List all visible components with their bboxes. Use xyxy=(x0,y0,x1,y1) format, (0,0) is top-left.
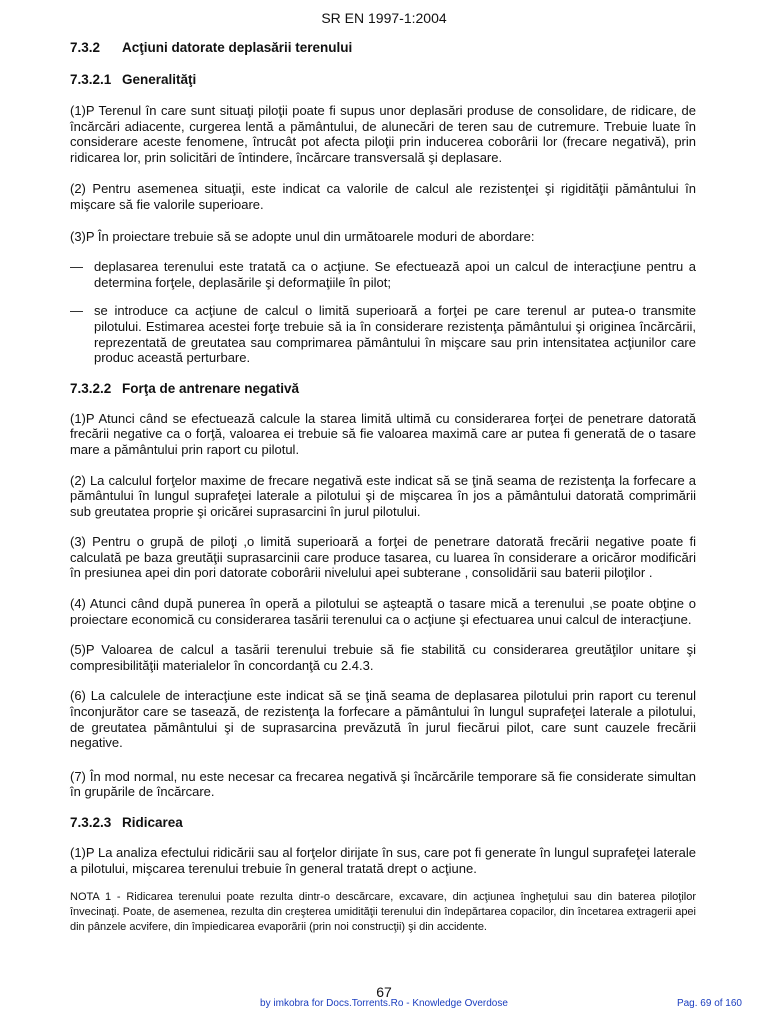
footer-pagination: Pag. 69 of 160 xyxy=(676,998,742,1009)
dash-marker: — xyxy=(70,303,83,319)
page-number: 67 xyxy=(376,984,392,1000)
section-heading-7-3-2-2 xyxy=(70,381,696,396)
section-title: Ridicarea xyxy=(122,815,183,830)
paragraph-antrenare-2: (2) La calculul forţelor maxime de frecare negativă este indicat să se ţină seama de rezistenţa la forfecare a pământului în lungul suprafeţei laterale a pilotului şi de mişcarea în jos a pământului datorată comprimării sub greutatea proprie şi oricărei suprasarcini în jurul pilotului. xyxy=(70,472,696,519)
dash-marker: — xyxy=(70,259,83,275)
running-header: SR EN 1997-1:2004 xyxy=(321,10,447,26)
section-number: 7.3.2.1 xyxy=(70,72,112,87)
paragraph-generalitati-3: (3)P În proiectare trebuie să se adopte unul din următoarele moduri de abordare: xyxy=(70,228,535,244)
footer-credit: by imkobra for Docs.Torrents.Ro - Knowledge Overdose xyxy=(260,998,508,1009)
dash-item-action xyxy=(70,259,696,290)
paragraph-generalitati-1: (1)P Terenul în care sunt situaţi piloţii poate fi supus unor deplasări produse de consolidare, de ridicare, de încărcări adiacente, curgerea lentă a pământului, de alunecări de teren sau de cutremure. Trebuie luate în considerare aceste fenomene, întrucât pot afecta piloţii prin inducerea coborârii lor (frecare negativă), prin ridicarea lor, prin solicitări de întindere, încărcare transversală şi deplasare. xyxy=(70,103,696,165)
paragraph-generalitati-2: (2) Pentru asemenea situaţii, este indicat ca valorile de calcul ale rezistenţei şi rigidităţii pământului în mişcare să fie valorile superioare. xyxy=(70,181,696,212)
paragraph-antrenare-1: (1)P Atunci când se efectuează calcule la starea limită ultimă cu considerarea forţei de penetrare datorată frecării negative ca o forţă, valoarea ei trebuie să fie valoarea maximă care ar putea fi generată de o tasare mare a pământului prin raport cu pilotul. xyxy=(70,410,696,457)
paragraph-antrenare-3: (3) Pentru o grupă de piloţi ,o limită superioară a forţei de penetrare datorată frecării negative poate fi calculată pe baza greutăţii suprasarcinii care produce tasarea, cu luarea în considerare a oricăror modificări în presiunea apei din pori datorate coborârii nivelului apei subterane , consolidării sau baterii piloţilor . xyxy=(70,534,696,581)
section-heading-7-3-2-3 xyxy=(70,815,696,830)
section-title: Generalităţi xyxy=(122,72,197,87)
dash-item-text: deplasarea terenului este tratată ca o acţiune. Se efectuează apoi un calcul de interacţiune pentru a determina forţele, deplasările şi deformaţiile în pilot; xyxy=(94,259,696,290)
section-title: Forţa de antrenare negativă xyxy=(122,380,300,396)
paragraph-antrenare-4: (4) Atunci când după punerea în operă a pilotului se aşteaptă o tasare mică a terenului ,se poate obţine o proiectare economică cu considerarea tasării terenului ca o acţiune şi efectuarea unui calcul de interacţiune. xyxy=(70,596,696,627)
note-1: NOTA 1 - Ridicarea terenului poate rezulta dintr-o descărcare, excavare, din acţiunea îngheţului sau din baterea piloţilor învecinaţi. Poate, de asemenea, rezulta din creşterea umidităţii terenului din îndepărtarea copacilor, din încetarea extragerii apei din pânzele acvifere, din împiedicarea evaporării (prin noi construcţii) şi din accidente. xyxy=(70,891,696,934)
page-body xyxy=(70,40,696,935)
paragraph-ridicarea-1: (1)P La analiza efectului ridicării sau al forţelor dirijate în sus, care pot fi generate în lungul suprafeţei laterale a pilotului, mişcarea terenului trebuie în general tratată drept o acţiune. xyxy=(70,845,696,876)
section-number: 7.3.2.3 xyxy=(70,815,112,830)
section-number: 7.3.2.2 xyxy=(70,380,112,396)
paragraph-antrenare-7: (7) În mod normal, nu este necesar ca frecarea negativă şi încărcările temporare să fie considerate simultan în grupările de încărcare. xyxy=(70,768,696,800)
paragraph-antrenare-6: (6) La calculele de interacţiune este indicat să se ţină seama de deplasarea pilotului prin raport cu terenul înconjurător care se tasează, de rezistenţa la forfecare a pământului în lungul suprafeţei laterale a pilotului, de greutatea pământului şi de suprasarcina prevăzută în jurul fiecărui pilot, care sunt cauzele frecării negative. xyxy=(70,688,696,751)
paragraph-antrenare-5: (5)P Valoarea de calcul a tasării terenului trebuie să fie stabilită cu considerarea greutăţilor unitare şi compresibilităţii materialelor în concordanţă cu 2.4.3. xyxy=(70,642,696,673)
section-number: 7.3.2 xyxy=(70,40,101,55)
section-heading-7-3-2-1 xyxy=(70,72,696,87)
dash-item-text: se introduce ca acţiune de calcul o limită superioară a forţei pe care terenul ar putea-o transmite pilotului. Estimarea acestei forţe trebuie să ia în considerare rezistenţa pământului şi originea încărcării, reprezentată de greutatea sau comprimarea pământului în mişcare sau prin intensitatea acţiunilor care produc această perturbare. xyxy=(94,303,696,366)
dash-item-upper-limit xyxy=(70,303,696,365)
section-heading-7-3-2 xyxy=(70,40,696,55)
section-title: Acţiuni datorate deplasării terenului xyxy=(122,40,353,55)
